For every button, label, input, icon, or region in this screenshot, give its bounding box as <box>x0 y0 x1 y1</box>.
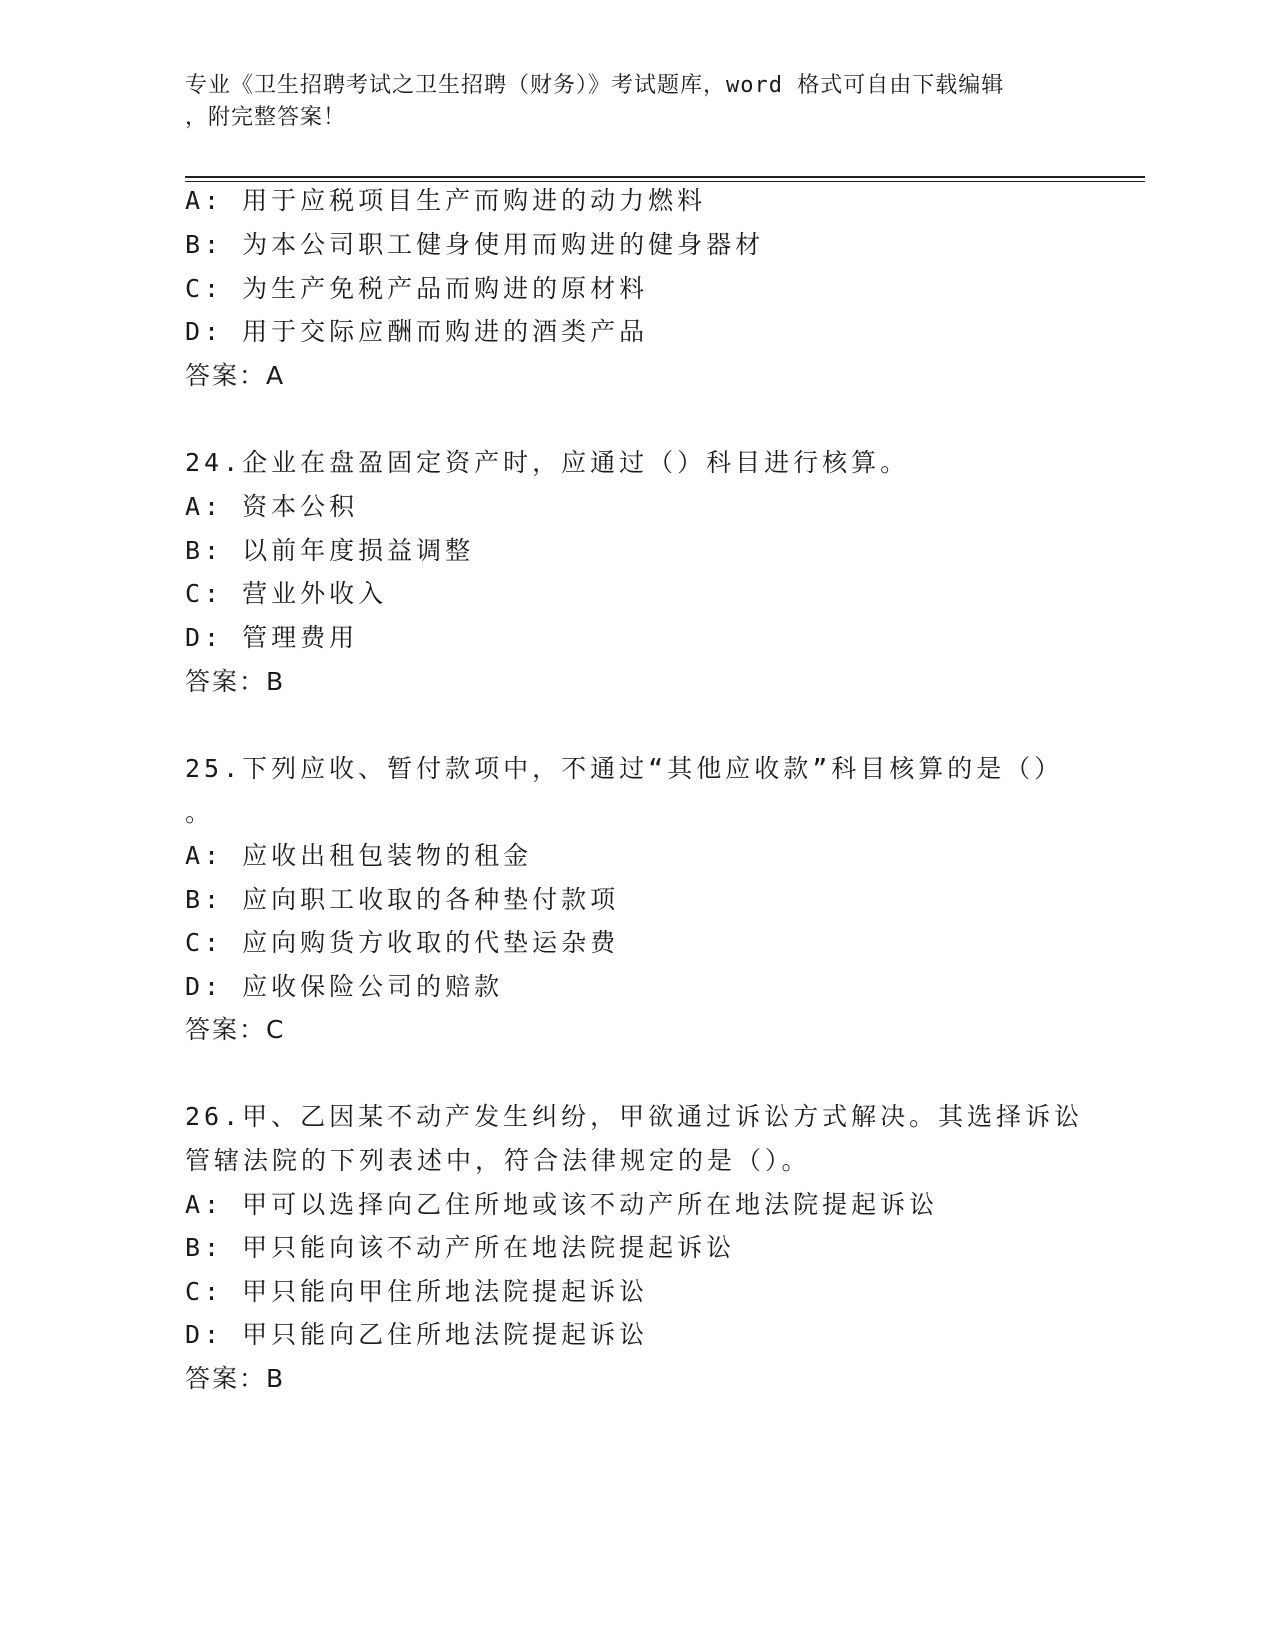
q25-option-a: A: 应收出租包装物的租金 <box>185 841 533 870</box>
q23-option-d: D: 用于交际应酬而购进的酒类产品 <box>185 317 649 346</box>
header-line-2: ，附完整答案！ <box>185 105 347 130</box>
header-divider <box>185 176 1145 182</box>
q23-option-c: C: 为生产免税产品而购进的原材料 <box>185 274 649 303</box>
document-header <box>185 70 1065 134</box>
q23-option-b: B: 为本公司职工健身使用而购进的健身器材 <box>185 230 765 259</box>
q26-option-c: C: 甲只能向甲住所地法院提起诉讼 <box>185 1277 649 1306</box>
header-line-1: 专业《卫生招聘考试之卫生招聘（财务）》考试题库，word 格式可自由下载编辑 <box>185 73 1005 98</box>
q26-option-d: D: 甲只能向乙住所地法院提起诉讼 <box>185 1320 649 1349</box>
q26-stem-line-1: 26.甲、乙因某不动产发生纠纷，甲欲通过诉讼方式解决。其选择诉讼 <box>185 1102 1084 1131</box>
q25-option-c: C: 应向购货方收取的代垫运杂费 <box>185 928 620 957</box>
q25-stem-line-1: 25.下列应收、暂付款项中，不通过“其他应收款”科目核算的是（） <box>185 754 1064 783</box>
q25-option-b: B: 应向职工收取的各种垫付款项 <box>185 885 620 914</box>
q24-option-c: C: 营业外收入 <box>185 579 388 608</box>
q26-option-b: B: 甲只能向该不动产所在地法院提起诉讼 <box>185 1233 736 1262</box>
q23-option-a: A: 用于应税项目生产而购进的动力燃料 <box>185 186 707 215</box>
q24-option-b: B: 以前年度损益调整 <box>185 536 475 565</box>
q25-option-d: D: 应收保险公司的赔款 <box>185 972 504 1001</box>
q26-answer: 答案：B <box>185 1364 286 1393</box>
q25-stem-line-2: 。 <box>185 798 215 827</box>
q26-stem-line-2: 管辖法院的下列表述中，符合法律规定的是（）。 <box>185 1146 811 1175</box>
q24-stem: 24.企业在盘盈固定资产时，应通过（）科目进行核算。 <box>185 448 910 477</box>
q24-option-a: A: 资本公积 <box>185 492 359 521</box>
q26-option-a: A: 甲可以选择向乙住所地或该不动产所在地法院提起诉讼 <box>185 1190 939 1219</box>
q24-answer: 答案：B <box>185 667 286 696</box>
q25-answer: 答案：C <box>185 1015 286 1044</box>
q23-answer: 答案：A <box>185 361 286 390</box>
q24-option-d: D: 管理费用 <box>185 623 359 652</box>
